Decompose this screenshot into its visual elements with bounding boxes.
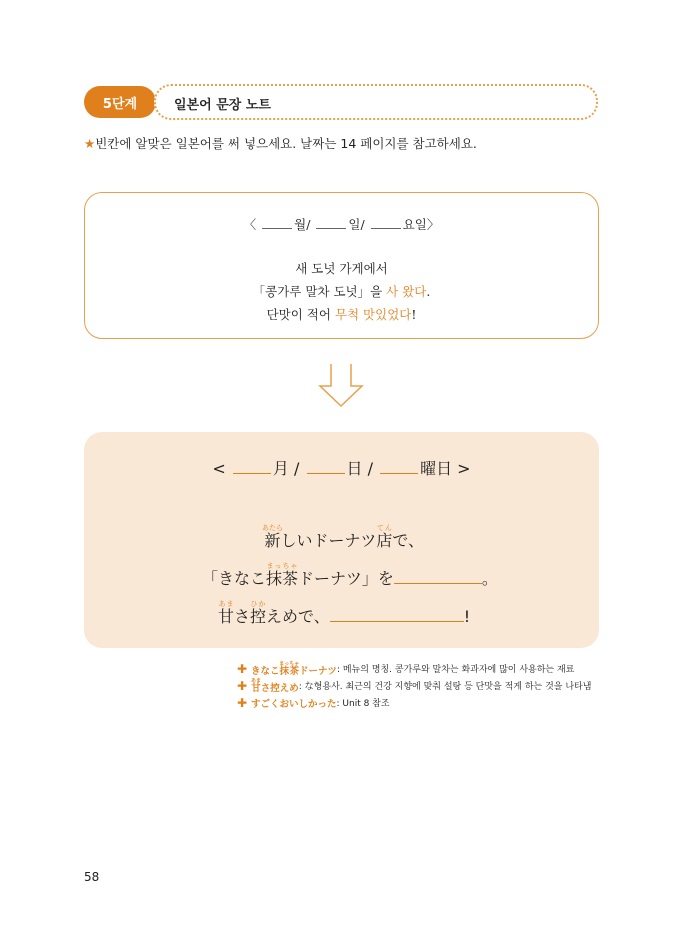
japanese-sentence-box [84,432,599,648]
korean-line-1: 새 도넛 가게에서 [295,261,388,276]
weekday-input-blank[interactable] [380,459,418,474]
step-badge: 5단계 [84,86,156,118]
korean-date-line: 〈 월/ 일/ 요일〉 [243,217,440,232]
weekday-blank [371,217,401,229]
plus-icon: ✚ [237,661,248,676]
vocabulary-notes [237,660,591,711]
page-number: 58 [84,870,100,884]
section-title: 일본어 문장 노트 [174,98,271,113]
korean-line-2: 「콩가루 말차 도넛」을 사 왔다. [252,284,431,299]
down-arrow-icon [318,362,364,408]
korean-highlight-2: 무척 맛있었다 [334,307,412,322]
day-input-blank[interactable] [307,459,345,474]
instruction [84,134,477,152]
month-input-blank[interactable] [233,459,271,474]
japanese-date-line: < 月 / 日 / 曜日 > [212,459,471,478]
day-blank [316,217,346,229]
note-item: ✚ 甘あまさ控えめ : な형용사. 최근의 건강 지향에 맞춰 설탕 등 단맛을 적게 하는 것을 나타냄 [237,677,592,694]
plus-icon: ✚ [237,695,248,710]
japanese-line-3: 甘あまさ控ひかえめで、 ! [218,600,471,626]
section-header [84,84,599,118]
korean-sentence-box [84,192,599,339]
japanese-line-2: 「きなこ抹茶まっちゃドーナツ」を 。 [202,562,498,588]
star-icon: ★ [84,136,96,151]
instruction-text: 빈칸에 알맞은 일본어를 써 넣으세요. 날짜는 14 페이지를 참고하세요. [95,136,477,151]
korean-line-3: 단맛이 적어 무척 맛있었다! [266,307,417,322]
answer-blank-2[interactable] [330,607,464,622]
korean-highlight-1: 사 왔다 [386,284,427,299]
plus-icon: ✚ [237,678,248,693]
japanese-line-1: 新あたらしいドーナツ店てんで、 [262,524,425,550]
month-blank [262,217,292,229]
answer-blank-1[interactable] [394,569,482,584]
title-pill [154,84,598,120]
note-item: ✚ すごくおいしかった : Unit 8 참조 [237,695,390,710]
note-item: ✚ きなこ抹茶まっちゃドーナツ : 메뉴의 명칭. 콩가루와 말차는 화과자에 많이 사용하는 재료 [237,660,575,677]
